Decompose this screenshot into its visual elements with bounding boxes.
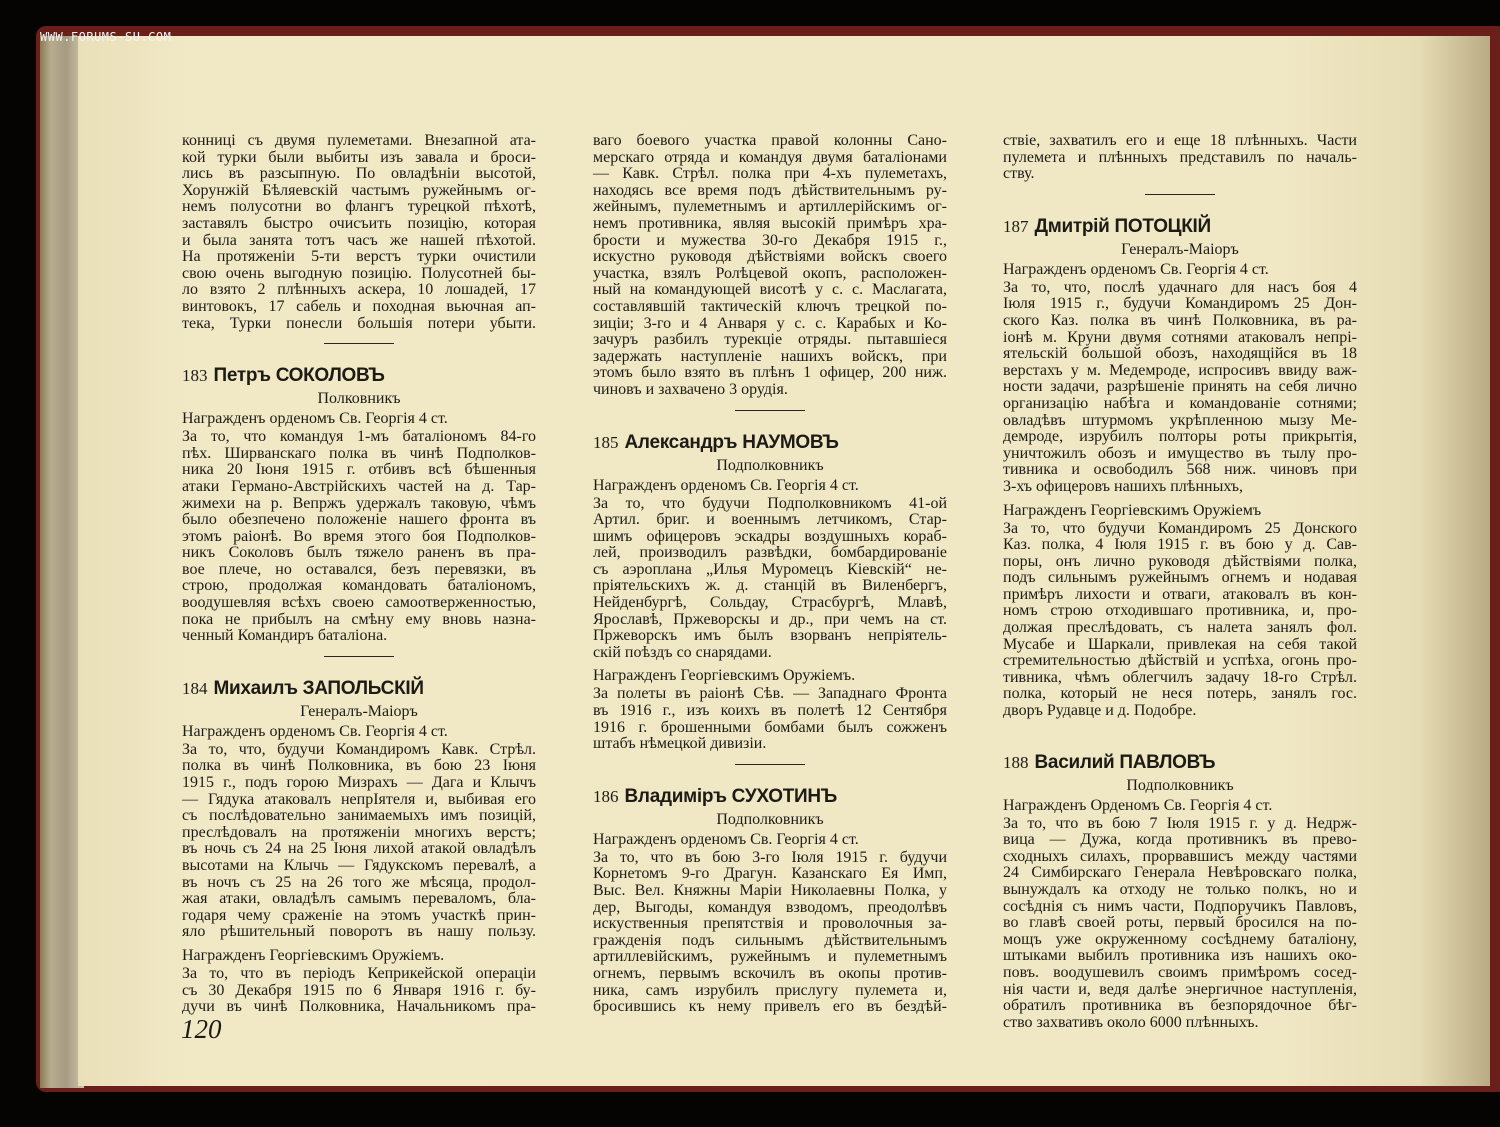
text-line: тека, Турки понесли большія потери убыти.	[182, 314, 536, 332]
entry-number: 187	[1003, 216, 1029, 236]
text-line: воодушевляя всѣхъ своею самоотверженностью,	[182, 594, 536, 612]
text-line: составлявшій тактическій ключъ трецкой по-	[593, 297, 947, 315]
separator-rule	[324, 343, 394, 344]
text-line: атаки Германо-Австрійскихъ частей на д. Тар-	[182, 477, 536, 495]
text-line: пріятельскихъ ж. д. станцій въ Виленбергъ,	[593, 577, 947, 595]
entry-rank: Полковникъ	[317, 390, 401, 408]
text-line: ника 20 Іюня 1915 г. отбивъ всѣ бѣшенныя	[182, 461, 536, 479]
paragraph	[1003, 280, 1357, 496]
text-line: съ аэроплана „Илья Муромецъ Кіевскій“ не-	[593, 560, 947, 578]
text-line: ятельскій большой обозъ, находящійся въ 18	[1003, 345, 1357, 363]
text-line: ского Каз. полка въ чинѣ Полковника, въ ра-	[1003, 311, 1357, 329]
paragraph	[593, 496, 947, 662]
separator-rule	[735, 764, 805, 765]
text-line: немъ полусотни во флангъ турецкой пѣхотѣ,	[182, 198, 536, 216]
text-line: Іюля 1915 г., будучи Командиромъ 25 Дон-	[1003, 295, 1357, 313]
text-line: зиціи; 3-го и 4 Анваря у с. с. Карабых и Ко-	[593, 314, 947, 332]
text-line: тивника и освободилъ 568 ниж. чиновъ при	[1003, 461, 1357, 479]
text-line: — Гядука атаковалъ непрІятеля и, выбивая его	[182, 790, 536, 808]
entry-rank: Подполковникъ	[716, 456, 824, 474]
paragraph	[1003, 133, 1357, 183]
text-line: За то, что будучи Подполковникомъ 41-ой	[593, 494, 947, 512]
entry-heading	[593, 784, 947, 810]
text-line: пока не прибылъ на смѣну ему вновь назна-	[182, 610, 536, 628]
entry-rank: Генералъ-Маіоръ	[300, 702, 418, 720]
text-line: въ ночь съ 24 на 25 Іюня лихой атакой овладѣлъ	[182, 840, 536, 858]
text-line: бросившись къ нему привелъ его въ бездѣй-	[593, 998, 947, 1016]
text-line: уничтожилъ обозъ и имущество въ тылу про-	[1003, 444, 1357, 462]
text-line: ника, самъ изрубилъ прислугу пулемета и,	[593, 981, 947, 999]
text-line: конниці съ двумя пулеметами. Внезапной ата-	[182, 132, 536, 149]
text-line: лей, производилъ развѣдки, бомбардированіе	[593, 544, 947, 562]
text-line: шимъ офицеровъ эскадры воздушныхъ кораб-	[593, 527, 947, 545]
separator-rule	[1145, 194, 1215, 195]
text-line: мощъ уже окруженному сосѣднему баталіону,	[1003, 930, 1357, 948]
text-line: организацію набѣга и командованіе сотнями;	[1003, 394, 1357, 412]
entry-name: Михаилъ ЗАПОЛЬСКІЙ	[213, 677, 424, 699]
text-line: За то, что, будучи Командиромъ Кавк. Стрѣл.	[182, 740, 536, 758]
text-line: 1916 г. брошенными бомбами былъ сожженъ	[593, 718, 947, 736]
text-line: этомъ было взято въ плѣнъ 1 офицер, 200 ниж.	[593, 364, 947, 382]
text-line: заставялъ быстро очисъить позицію, которая	[182, 214, 536, 232]
text-line: задержать наступленіе нашихъ войскъ, при	[593, 347, 947, 365]
text-line: стремительностью дѣйствій и успѣха, огонь про-	[1003, 652, 1357, 670]
text-line: дер, Выгоды, командуя взводомъ, преодолѣвъ	[593, 898, 947, 916]
award-line: Награжденъ орденомъ Св. Георгія 4 ст.	[593, 830, 859, 848]
text-line: годаря чему сраженіе на этомъ участкѣ прин-	[182, 906, 536, 924]
text-line: было обезпечено положеніе нашего фронта въ	[182, 511, 536, 529]
text-line: полка въ чинѣ Полковника, въ бою 23 Іюня	[182, 757, 536, 775]
paragraph	[182, 742, 536, 941]
text-column-1	[182, 133, 536, 1020]
text-line: ству.	[1003, 165, 1035, 183]
text-line: зачуръ разбилъ турекціе отряды. пытавшіеся	[593, 331, 947, 349]
award-line: Награжденъ Георгіевскимъ Оружіемъ	[1003, 501, 1262, 519]
text-column-3	[1003, 133, 1357, 1035]
entry-name: Василий ПАВЛОВЪ	[1034, 751, 1216, 773]
text-line: полка, который не неся потерь, занялъ гос.	[1003, 685, 1357, 703]
text-line: искуственныя препятствія и проволочныя за-	[593, 915, 947, 933]
text-line: 3-хъ офицеровъ нашихъ плѣнныхъ,	[1003, 477, 1243, 495]
text-line: мерскаго отряда и командуя двумя баталіонами	[593, 148, 947, 166]
text-line: 24 Симбирскаго Генерала Невѣровскаго полка,	[1003, 864, 1357, 882]
text-line: примѣръ лихости и отваги, атаковалъ въ кон-	[1003, 585, 1357, 603]
award-line: Награжденъ орденомъ Св. Георгія 4 ст.	[182, 410, 448, 428]
text-line: ный на командующей висотѣ у с. с. Маслагата,	[593, 281, 947, 299]
text-line: преслѣдовалъ на протяженіи многихъ верстъ;	[182, 823, 536, 841]
text-line: высотами на Клычь — Гядукскомъ перевалѣ, а	[182, 857, 536, 874]
text-line: винтовокъ, 17 сабель и походная вьючная ап-	[182, 297, 536, 315]
text-line: тивника, чѣмъ облегчилъ задачу 18-го Стрѣл.	[1003, 668, 1357, 686]
text-line: Хорунжій Бѣляевскій частымъ ружейнымъ ог-	[182, 181, 536, 199]
text-line: За то, что, послѣ удачнаго для насъ боя 4	[1003, 278, 1357, 296]
text-line: вое плече, но оставался, безъ перевязки, въ	[182, 560, 536, 578]
award-line: Награжденъ Георгіевскимъ Оружіемъ.	[593, 667, 856, 685]
text-line: немъ противника, являя высокій примѣръ хра-	[593, 214, 947, 232]
entry-heading	[593, 430, 947, 456]
paragraph	[1003, 816, 1357, 1032]
award-line: Награжденъ Георгіевскимъ Оружіемъ.	[182, 946, 445, 964]
text-line: огнемъ, первымъ вскочилъ въ окопы против-	[593, 964, 947, 982]
text-line: Пржеворскъ имъ былъ взорванъ непріятель-	[593, 627, 947, 645]
text-line: ваго боевого участка правой колонны Сано-	[593, 132, 947, 149]
text-line: ченный Командиръ баталіона.	[182, 627, 388, 645]
text-line: нія части и, ведя далѣе энергичное наступленія,	[1003, 980, 1357, 998]
text-line: 1915 г., подъ горою Мизрахъ — Дага и Клычъ	[182, 774, 536, 792]
text-line: вынуждалъ ка отходу не только полкъ, но и	[1003, 881, 1357, 898]
text-line: За то, что командуя 1-мъ баталіономъ 84-го	[182, 428, 536, 446]
text-line: находясь все время подъ дѣйствительнымъ ру-	[593, 181, 947, 199]
text-line: во главѣ своей роты, первый бросился на по-	[1003, 914, 1357, 932]
watermark: WWW.FORUMS-SU.COM	[40, 30, 172, 44]
award-line: Награжденъ орденомъ Св. Георгія 4 ст.	[182, 722, 448, 740]
text-line: Мусабе и Шаркали, привлекая на себя такой	[1003, 635, 1357, 653]
entry-name: Александръ НАУМОВЪ	[624, 431, 839, 453]
entry-heading	[182, 363, 536, 389]
text-line: съ 30 Декабря 1915 по 6 Января 1916 г. бу-	[182, 981, 536, 999]
text-line: обратилъ противника въ безпорядочное бѣг-	[1003, 997, 1357, 1015]
separator-rule	[735, 410, 805, 411]
text-line: искустно руководя дѣйствіями войскъ своего	[593, 248, 947, 266]
text-line: дворъ Рудавце и д. Подобре.	[1003, 702, 1197, 720]
text-line: яло рѣшительный поворотъ въ нашу пользу.	[182, 923, 536, 941]
text-line: подъ сильнымъ ружейнымъ огнемъ и нодавая	[1003, 569, 1357, 587]
text-line: Каз. полка, 4 Іюля 1915 г. въ бою у д. Сав-	[1003, 536, 1357, 554]
text-line: артиллевійскимъ, ружейнымъ и пулеметнымъ	[593, 948, 947, 966]
separator-rule	[324, 656, 394, 657]
text-line: поры, онъ лично руководя дѣйствіями полка,	[1003, 552, 1357, 570]
text-line: жейнымъ, пулеметнымъ и артиллерійскимъ ог-	[593, 198, 947, 216]
text-line: кой турки были выбиты изъ завала и броси-	[182, 148, 536, 166]
text-line: За то, что будучи Командиромъ 25 Донского	[1003, 519, 1357, 537]
text-line: Выс. Вел. Княжны Маріи Николаевны Полка, у	[593, 882, 947, 899]
text-line: брости и мужества 30-го Декабря 1915 г.,	[593, 231, 947, 249]
entry-number: 185	[593, 432, 619, 452]
text-line: верстахъ у м. Медемроде, испросивъ ввиду важ-	[1003, 361, 1357, 379]
entry-number: 184	[182, 678, 208, 698]
text-line: жая атаки, овладѣлъ самымъ переваломъ, бла-	[182, 890, 536, 908]
text-line: этомъ раіонѣ. Во время этого боя Подполков-	[182, 527, 536, 545]
entry-number: 183	[182, 366, 208, 386]
entry-heading	[1003, 214, 1357, 240]
text-line: сосѣднія съ нимъ части, Подпоручикъ Павловъ,	[1003, 897, 1357, 915]
entry-name: Петръ СОКОЛОВЪ	[213, 365, 385, 387]
text-line: Артил. бриг. и военнымъ летчикомъ, Стар-	[593, 511, 947, 529]
award-line: Награжденъ Орденомъ Св. Георгія 4 ст.	[1003, 796, 1273, 814]
spacer	[1003, 724, 1357, 750]
text-line: строю, продолжая командовать баталіономъ,	[182, 577, 536, 595]
text-line: чиновъ и захвачено 3 орудія.	[593, 380, 788, 398]
text-line: въ 1916 г., изъ коихъ въ полетѣ 12 Сентября	[593, 702, 947, 720]
text-line: ство захвативъ около 6000 плѣнныхъ.	[1003, 1013, 1259, 1031]
text-line: повъ. воодушевилъ своимъ примѣромъ сосед-	[1003, 963, 1357, 981]
text-line: Ярославѣ, Пржеворскы и др., при чемъ на ст.	[593, 610, 947, 628]
text-line: ности задачи, разрѣшеніе принять на себя лично	[1003, 378, 1357, 396]
text-line: За полеты въ раіонѣ Сѣв. — Западнаго Фронта	[593, 685, 947, 703]
entry-number: 188	[1003, 752, 1029, 772]
text-line: штабъ нѣмецкой дивизіи.	[593, 735, 767, 753]
entry-rank: Подполковникъ	[1126, 776, 1234, 794]
text-line: Нейденбургѣ, Сольдау, Страсбургѣ, Млавѣ,	[593, 594, 947, 612]
text-line: лись въ разсыпную. По овладѣніи высотой,	[182, 165, 536, 183]
text-line: пѣх. Ширванскаго полка въ чинѣ Подполков-	[182, 444, 536, 462]
entry-heading	[1003, 750, 1357, 776]
page-number: 120	[181, 1014, 222, 1044]
text-line: и была занята тотъ часъ же нашей пѣхотой.	[182, 231, 536, 249]
award-line: Награжденъ орденомъ Св. Георгія 4 ст.	[593, 476, 859, 494]
text-line: пулемета и плѣнныхъ представилъ по началь-	[1003, 148, 1357, 166]
text-line: демроде, изрубилъ полторы роты прикрытія,	[1003, 428, 1357, 446]
text-line: вица — Дужа, когда противникъ въ прево-	[1003, 831, 1357, 849]
entry-name: Дмитрій ПОТОЦКІЙ	[1034, 215, 1211, 237]
text-line: съ послѣдовательно занимаемыхъ имъ позицій,	[182, 807, 536, 825]
text-line: жимехи на р. Вепржъ удержалъ таковую, чѣмъ	[182, 494, 536, 512]
paragraph	[1003, 521, 1357, 720]
text-line: скій поѣздъ со снарядами.	[593, 643, 772, 661]
paragraph	[593, 686, 947, 752]
entry-rank: Подполковникъ	[716, 810, 824, 828]
entry-name: Владиміръ СУХОТИНЪ	[624, 785, 838, 807]
text-line: На протяженіи 5-ти верстъ турки очистили	[182, 248, 536, 266]
text-line: участка, взялъ Ролѣцевой окопъ, расположен-	[593, 264, 947, 282]
entry-rank: Генералъ-Маіоръ	[1121, 240, 1239, 258]
text-column-2	[593, 133, 947, 1020]
text-line: Корнетомъ 9-го Драгун. Казанскаго Ея Имп,	[593, 865, 947, 883]
text-line: дучи въ чинѣ Полковника, Начальникомъ пра-	[182, 998, 536, 1016]
entry-heading	[182, 676, 536, 702]
text-line: сходныхъ силахъ, прорвавшисъ между частями	[1003, 847, 1357, 865]
text-line: никъ Соколовъ былъ тяжело раненъ въ пра-	[182, 544, 536, 562]
paragraph	[182, 966, 536, 1016]
text-line: ло взято 2 плѣнныхъ аскера, 10 лошадей, 17	[182, 281, 536, 299]
text-line: іонѣ м. Круни двумя сотнями атаковалъ непрі-	[1003, 328, 1357, 346]
paragraph	[182, 133, 536, 332]
text-line: ствіе, захватилъ его и еще 18 плѣнныхъ. Части	[1003, 132, 1357, 149]
text-line: За то, что въ бою 3-го Іюля 1915 г. будучи	[593, 848, 947, 866]
text-line: За то, что въ періодъ Кеприкейской операціи	[182, 964, 536, 982]
text-line: За то, что въ бою 7 Іюля 1915 г. у д. Недрж-	[1003, 814, 1357, 832]
paragraph	[593, 133, 947, 399]
text-line: номъ строю отходившаго противника, и, про-	[1003, 602, 1357, 620]
award-line: Награжденъ орденомъ Св. Георгія 4 ст.	[1003, 260, 1269, 278]
text-line: овладѣвъ штурмомъ укрѣпленною мызу Ме-	[1003, 411, 1357, 429]
entry-number: 186	[593, 786, 619, 806]
text-line: — Кавк. Стрѣл. полка при 4-хъ пулеметахъ,	[593, 165, 947, 183]
text-line: гражденія подъ сильнымъ дѣйствительнымъ	[593, 931, 947, 949]
text-line: штыками выбилъ противника изъ нашихъ око-	[1003, 947, 1357, 965]
text-line: должая преслѣдовать, съ налета занялъ фол.	[1003, 619, 1357, 637]
paragraph	[182, 429, 536, 645]
text-line: въ ночъ съ 25 на 26 того же мѣсяца, продол-	[182, 873, 536, 891]
paragraph	[593, 850, 947, 1016]
text-line: свою очень выгодную позицію. Полусотней бы-	[182, 264, 536, 282]
